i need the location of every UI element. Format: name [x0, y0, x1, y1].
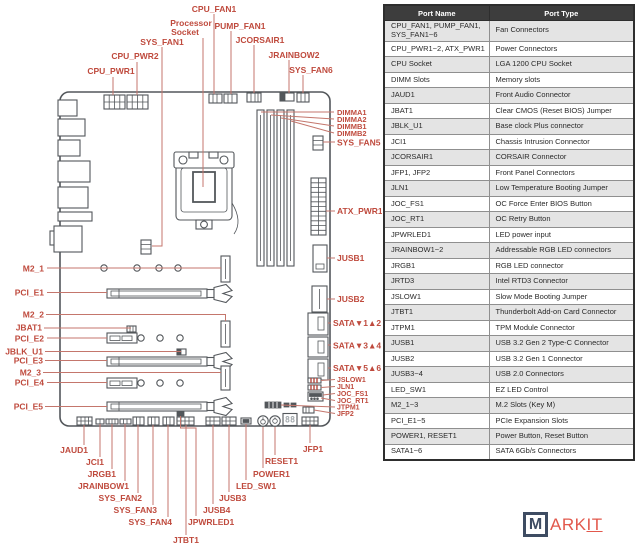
table-row	[384, 103, 634, 119]
sys-fan4-connector	[163, 417, 174, 425]
label-jaud1: JAUD1	[60, 445, 88, 455]
label-sys-fan1: SYS_FAN1	[140, 37, 184, 47]
table-row	[384, 21, 634, 42]
port-type-cell: Front Panel Connectors	[489, 165, 634, 181]
port-type-cell: Clear CMOS (Reset BIOS) Jumper	[489, 103, 634, 119]
jln1-connector	[308, 385, 321, 390]
port-type-cell: LGA 1200 CPU Socket	[489, 57, 634, 73]
port-name-cell: SATA1~6	[384, 444, 489, 460]
cpu-fan1-connector	[209, 94, 222, 103]
table-row	[384, 57, 634, 73]
table-row	[384, 429, 634, 445]
port-name-cell: JCI1	[384, 134, 489, 150]
reset1-button	[270, 416, 280, 426]
port-type-cell: Addressable RGB LED connectors	[489, 243, 634, 259]
port-type-cell: Power Connectors	[489, 41, 634, 57]
label-jusb1: JUSB1	[337, 253, 365, 263]
label-jslow1: JSLOW1	[337, 377, 366, 384]
label-pci-e1: PCI_E1	[14, 287, 44, 298]
port-type-cell: TPM Module Connector	[489, 320, 634, 336]
sys-fan1-connector	[141, 240, 151, 254]
jtbt1-connector	[177, 417, 194, 425]
pump-fan1-connector	[224, 94, 237, 103]
table-row	[384, 212, 634, 228]
port-type-cell: Power Button, Reset Button	[489, 429, 634, 445]
port-name-cell: JTPM1	[384, 320, 489, 336]
table-row	[384, 88, 634, 104]
table-row	[384, 119, 634, 135]
label-cpu-pwr1: CPU_PWR1	[87, 66, 135, 76]
table-row	[384, 398, 634, 414]
table-row	[384, 258, 634, 274]
debug-led-digits: 88	[284, 415, 296, 426]
logo-text-underlined: IT	[586, 514, 603, 534]
jfp2-connector	[303, 407, 314, 413]
port-name-cell: CPU_PWR1~2, ATX_PWR1	[384, 41, 489, 57]
port-name-cell: JPWRLED1	[384, 227, 489, 243]
label-joc-rt1: JOC_RT1	[337, 398, 369, 405]
port-name-cell: JOC_FS1	[384, 196, 489, 212]
port-name-cell: JOC_RT1	[384, 212, 489, 228]
port-name-cell: DIMM Slots	[384, 72, 489, 88]
port-type-cell: OC Force Enter BIOS Button	[489, 196, 634, 212]
port-name-cell: JLN1	[384, 181, 489, 197]
port-name-cell: CPU Socket	[384, 57, 489, 73]
label-processor-socket-2: Socket	[171, 27, 199, 37]
label-pump-fan1: PUMP_FAN1	[214, 21, 266, 31]
port-name-header: Port Name	[384, 5, 489, 21]
jusb1-connector	[313, 245, 327, 272]
jrainbow1-connector	[120, 419, 131, 424]
label-jci1: JCI1	[86, 457, 104, 467]
port-type-cell: Chassis Intrusion Connector	[489, 134, 634, 150]
table-row	[384, 336, 634, 352]
port-type-cell: Low Temperature Booting Jumper	[489, 181, 634, 197]
label-led-sw1: LED_SW1	[236, 481, 277, 491]
port-type-cell: Slow Mode Booting Jumper	[489, 289, 634, 305]
label-joc-fs1: JOC_FS1	[337, 391, 369, 398]
power1-button	[258, 416, 268, 426]
table-row	[384, 165, 634, 181]
label-jpwrled1: JPWRLED1	[188, 517, 235, 527]
sys-fan6-connector	[297, 93, 309, 102]
label-jtbt1: JTBT1	[173, 535, 199, 545]
jbat1-connector	[127, 326, 136, 332]
label-sata56: SATA▼5▲6	[333, 363, 382, 373]
table-row	[384, 227, 634, 243]
label-sys-fan4: SYS_FAN4	[128, 517, 172, 527]
label-pci-e5: PCI_E5	[13, 401, 43, 412]
table-row	[384, 413, 634, 429]
atx-pwr1-connector	[311, 178, 326, 235]
port-name-cell: JUSB2	[384, 351, 489, 367]
port-name-cell: JSLOW1	[384, 289, 489, 305]
table-row	[384, 243, 634, 259]
port-type-cell: Memory slots	[489, 72, 634, 88]
label-reset1: RESET1	[265, 456, 299, 466]
label-jbat1: JBAT1	[15, 322, 42, 333]
jusb4-connector	[206, 417, 220, 425]
label-jrainbow2: JRAINBOW2	[268, 50, 320, 60]
label-power1: POWER1	[253, 469, 290, 479]
port-type-cell: Base clock Plus connector	[489, 119, 634, 135]
port-name-cell: JRTD3	[384, 274, 489, 290]
label-sata12: SATA▼1▲2	[333, 318, 382, 328]
port-table	[383, 4, 635, 461]
led-sw1-switch	[241, 418, 251, 424]
table-row	[384, 382, 634, 398]
sata-connectors	[308, 313, 328, 380]
label-jtpm1: JTPM1	[337, 404, 360, 412]
port-name-cell: M2_1~3	[384, 398, 489, 414]
m2-3-slot	[221, 366, 230, 390]
label-sys-fan3: SYS_FAN3	[113, 505, 157, 515]
label-pci-e2: PCI_E2	[14, 333, 44, 344]
debug-led-display	[283, 414, 297, 426]
label-cpu-fan1: CPU_FAN1	[191, 4, 237, 14]
table-row	[384, 444, 634, 460]
label-jcorsair1: JCORSAIR1	[235, 35, 285, 45]
port-type-cell: USB 3.2 Gen 2 Type-C Connector	[489, 336, 634, 352]
label-dimma2: DIMMA2	[337, 115, 367, 124]
port-name-cell: POWER1, RESET1	[384, 429, 489, 445]
port-type-cell: Intel RTD3 Connector	[489, 274, 634, 290]
jrainbow2-connector	[280, 93, 294, 101]
label-pci-e3: PCI_E3	[13, 355, 43, 366]
port-name-cell: LED_SW1	[384, 382, 489, 398]
port-type-cell: SATA 6Gb/s Connectors	[489, 444, 634, 460]
jfp1-connector	[302, 417, 318, 425]
label-dimmb2: DIMMB2	[337, 129, 367, 138]
port-type-cell: EZ LED Control	[489, 382, 634, 398]
label-jusb2: JUSB2	[337, 294, 365, 304]
label-dimmb1: DIMMB1	[337, 122, 367, 131]
port-name-cell: JAUD1	[384, 88, 489, 104]
port-name-cell: JRGB1	[384, 258, 489, 274]
table-row	[384, 320, 634, 336]
label-sys-fan2: SYS_FAN2	[98, 493, 142, 503]
table-header-row	[384, 5, 634, 21]
table-row	[384, 305, 634, 321]
table-row	[384, 367, 634, 383]
label-m2-3: M2_3	[19, 367, 41, 378]
port-type-cell: LED power input	[489, 227, 634, 243]
logo-m-box: M	[523, 512, 548, 537]
label-pci-e4: PCI_E4	[14, 377, 44, 388]
label-processor-socket-1: Processor	[170, 18, 212, 28]
port-type-cell: M.2 Slots (Key M)	[489, 398, 634, 414]
table-row	[384, 72, 634, 88]
label-jfp1: JFP1	[302, 444, 324, 454]
table-row	[384, 41, 634, 57]
label-jusb4: JUSB4	[203, 505, 231, 515]
label-jrgb1: JRGB1	[87, 469, 116, 479]
jci1-connector	[96, 419, 104, 424]
table-row	[384, 181, 634, 197]
table-row	[384, 289, 634, 305]
port-name-cell: JUSB3~4	[384, 367, 489, 383]
port-type-cell: USB 2.0 Connectors	[489, 367, 634, 383]
jpwrled1-connector	[177, 411, 184, 416]
table-row	[384, 274, 634, 290]
table-row	[384, 196, 634, 212]
port-name-cell: CPU_FAN1, PUMP_FAN1, SYS_FAN1~6	[384, 21, 489, 42]
table-row	[384, 351, 634, 367]
port-type-cell: OC Retry Button	[489, 212, 634, 228]
port-name-cell: JCORSAIR1	[384, 150, 489, 166]
jusb3-connector	[222, 417, 236, 425]
table-row	[384, 150, 634, 166]
port-type-cell: RGB LED connector	[489, 258, 634, 274]
label-atx-pwr1: ATX_PWR1	[337, 206, 382, 216]
port-type-cell: CORSAIR Connector	[489, 150, 634, 166]
port-type-header: Port Type	[489, 5, 634, 21]
label-jblk-u1: JBLK_U1	[5, 346, 43, 357]
port-name-cell: JBAT1	[384, 103, 489, 119]
port-name-cell: JBLK_U1	[384, 119, 489, 135]
port-name-cell: JFP1, JFP2	[384, 165, 489, 181]
jcorsair1-connector	[247, 93, 261, 102]
port-type-cell: PCIe Expansion Slots	[489, 413, 634, 429]
logo-text: ARK	[550, 514, 587, 534]
label-cpu-pwr2: CPU_PWR2	[111, 51, 159, 61]
jusb2-connector	[312, 286, 327, 312]
label-sata34: SATA▼3▲4	[333, 340, 382, 351]
port-name-cell: JTBT1	[384, 305, 489, 321]
port-name-cell: PCI_E1~5	[384, 413, 489, 429]
port-name-cell: JRAINBOW1~2	[384, 243, 489, 259]
jslow1-connector	[308, 378, 321, 383]
jrgb1-connector	[106, 419, 118, 424]
label-jrainbow1: JRAINBOW1	[77, 481, 129, 491]
jaud1-connector	[77, 417, 92, 425]
label-dimma1: DIMMA1	[337, 108, 367, 117]
joc-buttons-connector	[308, 392, 323, 401]
port-type-cell: Thunderbolt Add-on Card Connector	[489, 305, 634, 321]
port-type-cell: Fan Connectors	[489, 21, 634, 42]
port-name-cell: JUSB1	[384, 336, 489, 352]
m2-2-slot	[221, 321, 230, 347]
table-row	[384, 134, 634, 150]
port-type-cell: USB 3.2 Gen 1 Connector	[489, 351, 634, 367]
sys-fan5-connector	[313, 136, 323, 150]
cpu-pwr1-connector	[104, 95, 125, 109]
label-m2-1: M2_1	[22, 263, 44, 274]
label-jusb3: JUSB3	[219, 493, 247, 503]
label-sys-fan5: SYS_FAN5	[337, 137, 381, 148]
markit-logo	[523, 512, 603, 537]
sys-fan3-connector	[148, 417, 159, 425]
cpu-pwr2-connector	[127, 95, 148, 109]
label-jln1: JLN1	[337, 384, 355, 391]
sys-fan2-connector	[133, 417, 144, 425]
label-sys-fan6: SYS_FAN6	[289, 65, 333, 75]
label-m2-2: M2_2	[22, 309, 44, 320]
label-jfp2: JFP2	[337, 411, 354, 418]
port-type-cell: Front Audio Connector	[489, 88, 634, 104]
